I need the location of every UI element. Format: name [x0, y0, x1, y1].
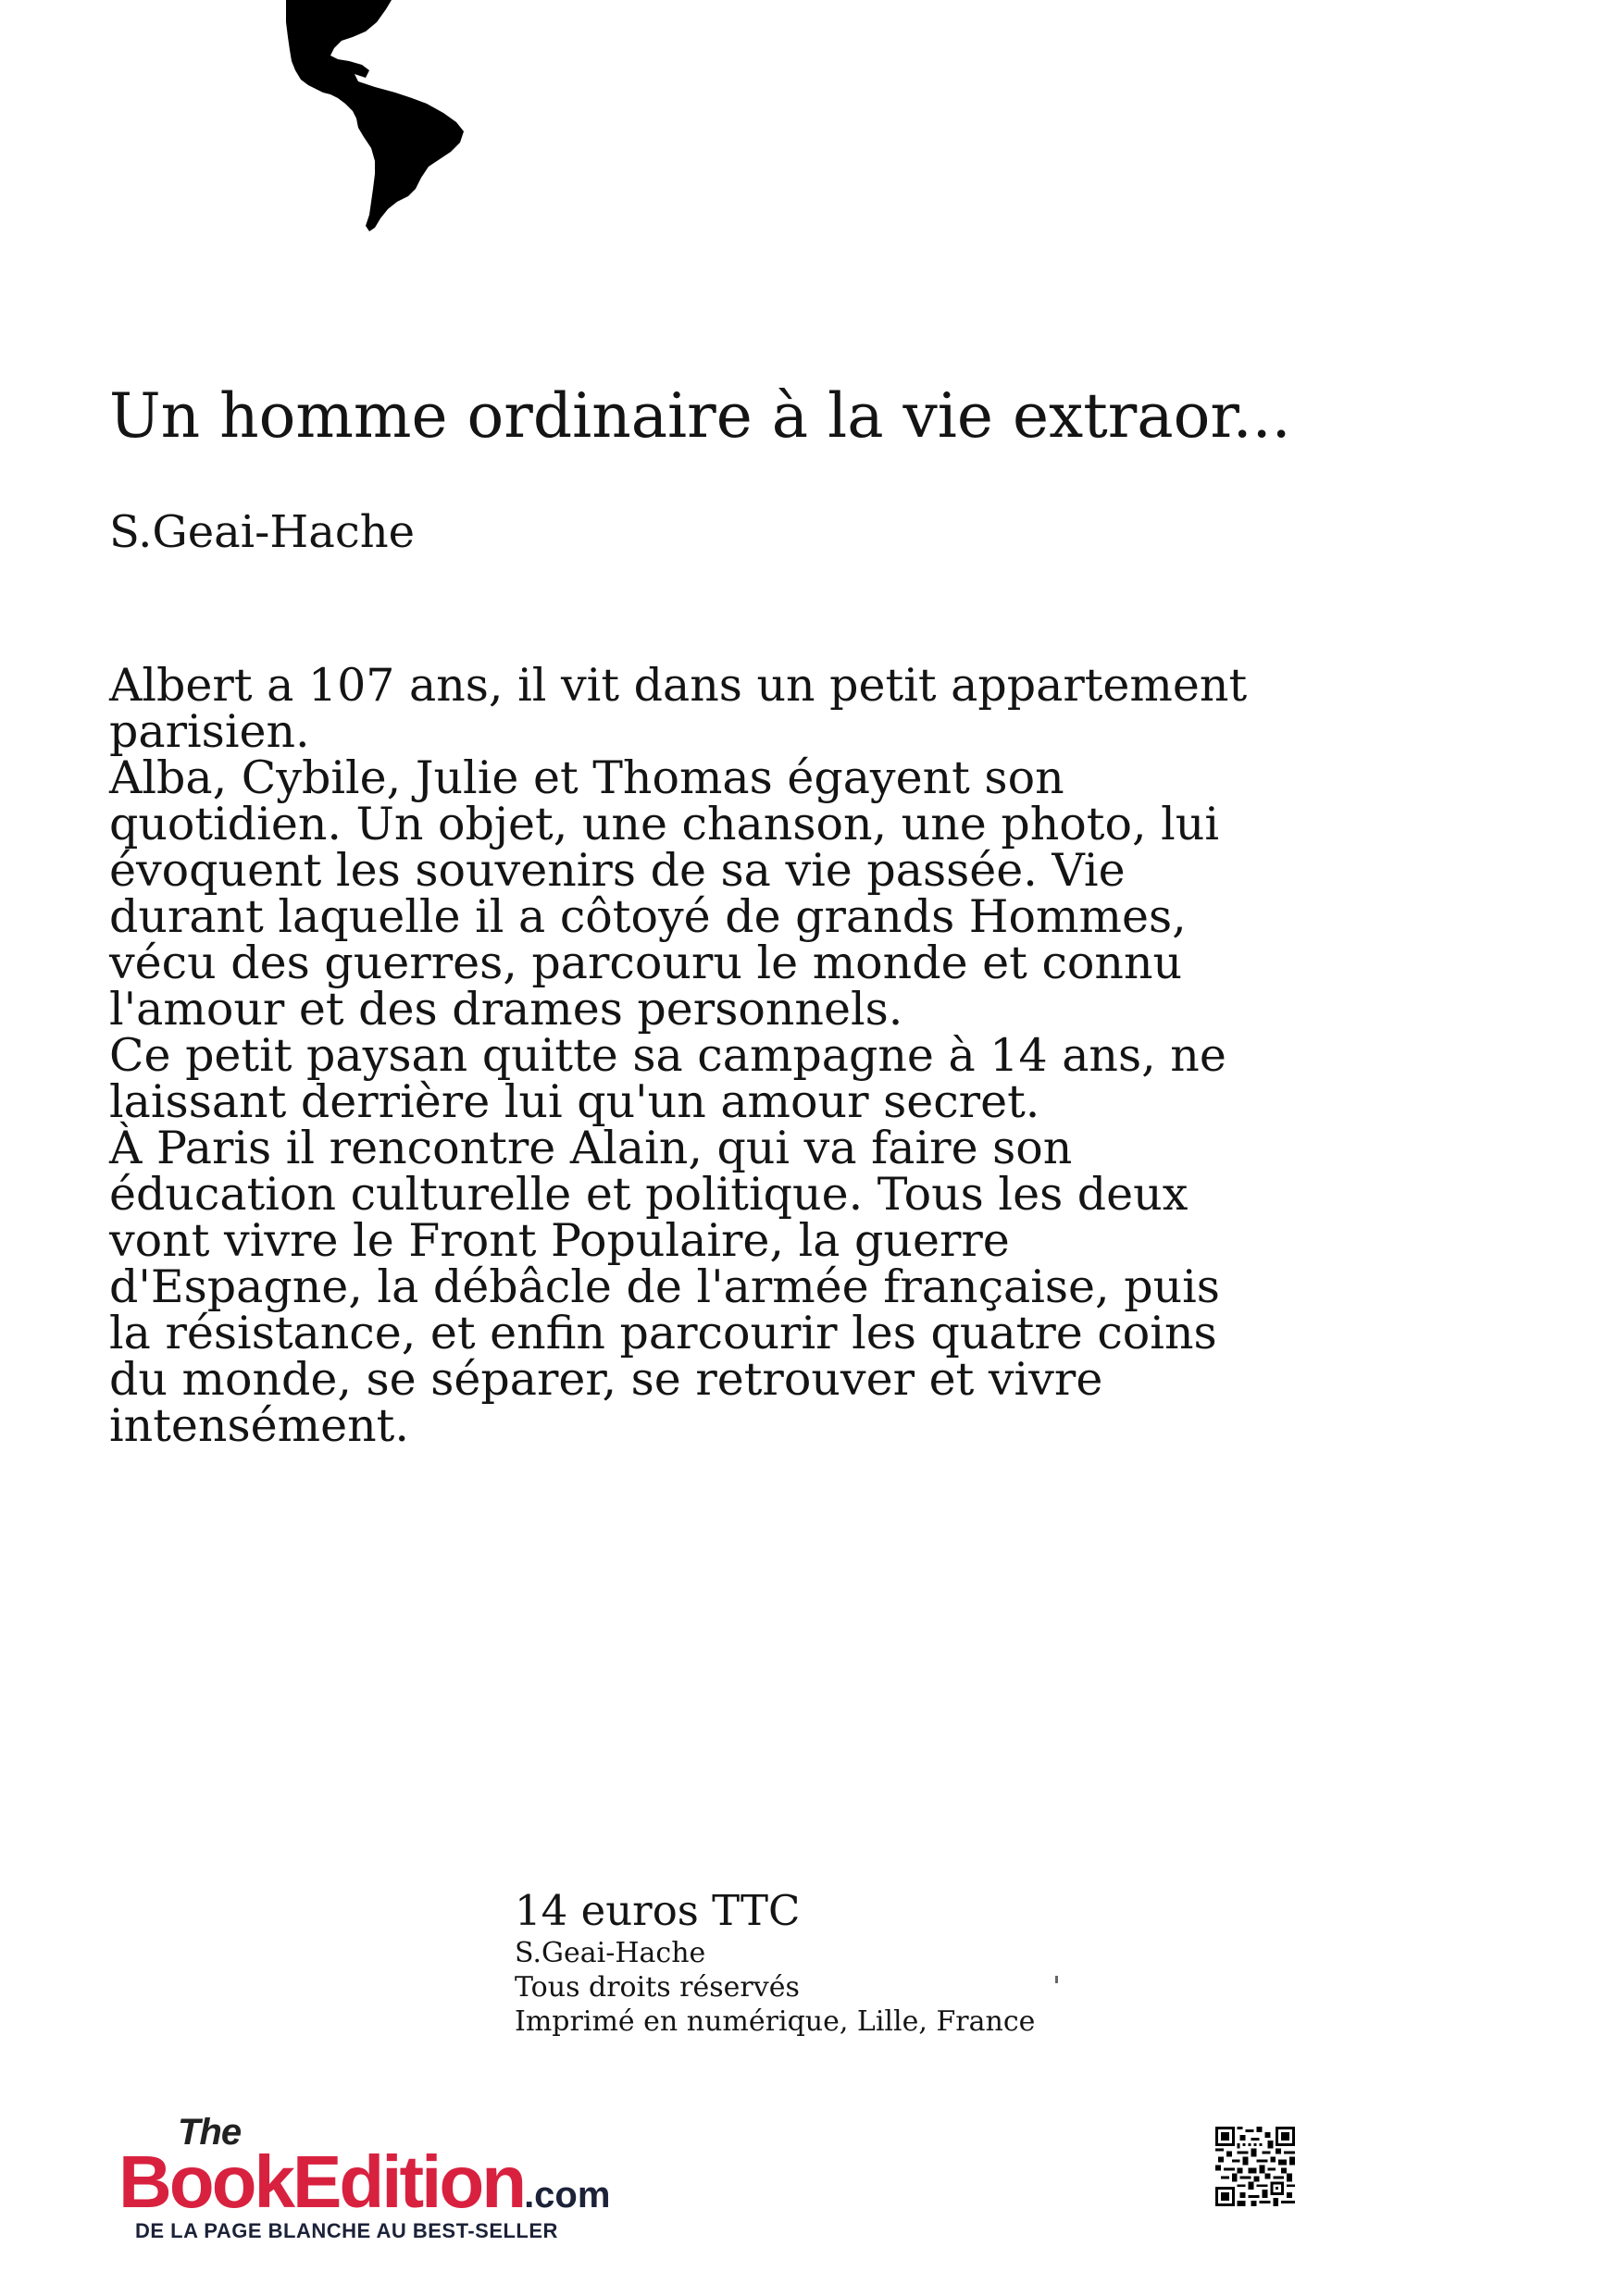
price: 14 euros TTC [515, 1886, 801, 1935]
synopsis-paragraph: Alba, Cybile, Julie et Thomas égayent son quotidien. Un objet, une chanson, une photo, lui évoquent les souvenirs de sa vie passée. Vie durant laquelle il a côtoyé de grands Hommes, vécu des guerres, parcouru le monde et connu l'amour et des drames personnels. [109, 751, 1220, 1036]
americas-map-icon [273, 0, 481, 231]
synopsis-paragraph: À Paris il rencontre Alain, qui va faire son éducation culturelle et politique. Tous les deux vont vivre le Front Populaire, la guerre d'Espagne, la débâcle de l'armée française, puis la résistance, et enfin parcourir les quatre coins du monde, se séparer, se retrouver et vivre intensément. [109, 1122, 1220, 1452]
book-title: Un homme ordinaire à la vie extraor... [109, 380, 1291, 452]
imprint-rights: Tous droits réservés [515, 1971, 800, 2004]
imprint-author: S.Geai-Hache [515, 1937, 706, 1969]
stray-mark [1055, 1976, 1058, 1983]
logo-tagline: DE LA PAGE BLANCHE AU BEST-SELLER [135, 2219, 558, 2242]
logo-brand: BookEdition [118, 2141, 525, 2223]
publisher-logo [118, 2112, 655, 2251]
imprint-printed: Imprimé en numérique, Lille, France [515, 2005, 1036, 2038]
synopsis [109, 659, 1257, 1452]
qr-code-icon [1215, 2127, 1295, 2206]
logo-domain: .com [524, 2175, 611, 2215]
synopsis-paragraph: Ce petit paysan quitte sa campagne à 14 ans, ne laissant derrière lui qu'un amour secret. [109, 1029, 1226, 1128]
synopsis-paragraph: Albert a 107 ans, il vit dans un petit appartement parisien. [109, 659, 1248, 758]
logo-the: The [178, 2112, 242, 2153]
logo-wordmark [118, 2140, 610, 2225]
imprint-block [515, 1886, 1035, 2039]
book-author: S.Geai-Hache [109, 506, 416, 558]
